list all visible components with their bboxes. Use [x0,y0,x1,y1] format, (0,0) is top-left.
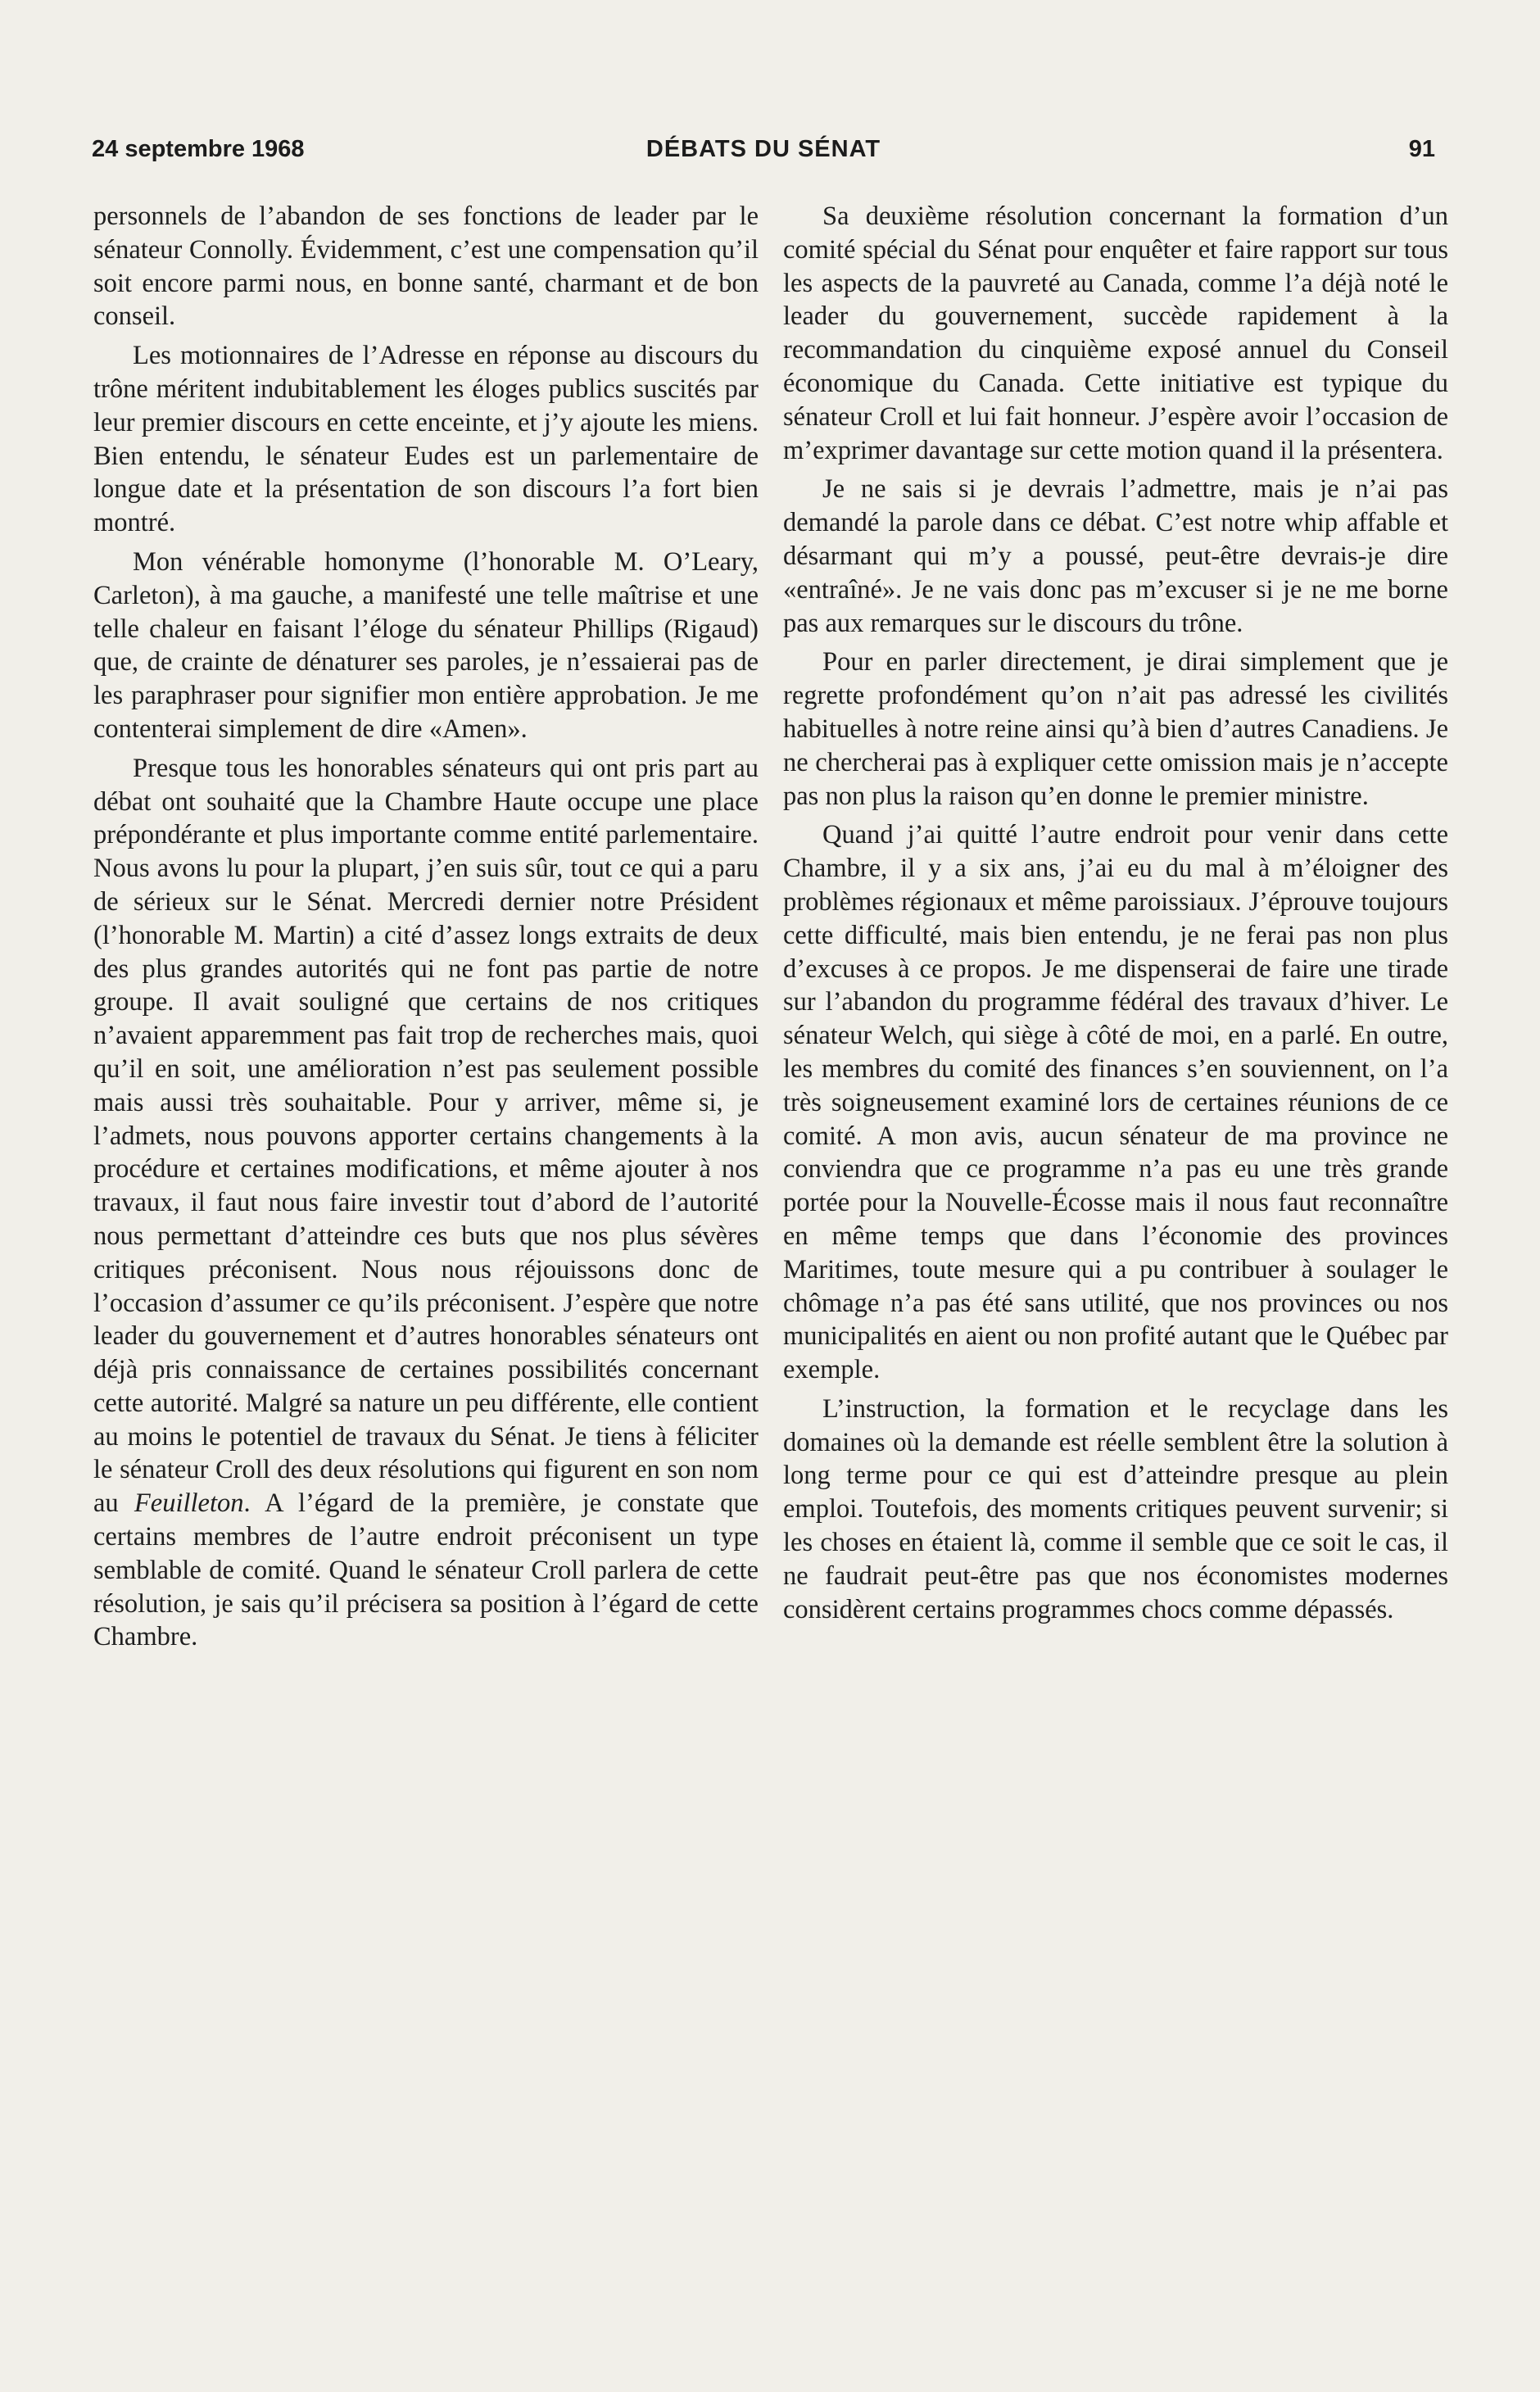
paragraph: Pour en parler directement, je dirai simplement que je regrette profondément qu’on n’ait pas adressé les civilités habituelles à notre reine ainsi qu’à bien d’autres Canadiens. Je ne chercherai pas à expliquer cette omission mais je n’accepte pas non plus la raison qu’en donne le premier ministre. [783,647,1448,811]
paragraph: Sa deuxième résolution concernant la formation d’un comité spécial du Sénat pour enquêter et faire rapport sur tous les aspects de la pauvreté au Canada, comme l’a déjà noté le leader du gouvernement, succède rapidement à la recommandation du cinquième exposé annuel du Conseil économique du Canada. Cette initiative est typique du sénateur Croll et lui fait honneur. J’espère avoir l’occasion de m’exprimer davantage sur cette motion quand il la présentera. [783,202,1448,465]
paragraph: Quand j’ai quitté l’autre endroit pour venir dans cette Chambre, il y a six ans, j’ai eu du mal à m’éloigner des problèmes régionaux et même paroissiaux. J’éprouve toujours cette difficulté, mais bien entendu, je ne ferai pas non plus d’excuses à ce propos. Je me dispenserai de faire une tirade sur l’abandon du programme fédéral des travaux d’hiver. Le sénateur Welch, qui siège à côté de moi, en a parlé. En outre, les membres du comité des finances s’en souviennent, on l’a très soigneusement examiné lors de certaines réunions de ce comité. A mon avis, aucun sénateur de ma province ne conviendra que ce programme n’a pas eu une très grande portée pour la Nouvelle-Écosse mais il nous faut reconnaître en même temps que dans l’économie des provinces Maritimes, toute mesure qui a pu contribuer à soulager le chômage n’a pas été sans utilité, que nos provinces ou nos municipalités en aient ou non profité autant que le Québec par exemple. [783,820,1448,1385]
page-header [92,136,1435,172]
header-date: 24 septembre 1968 [92,136,305,162]
paragraph: personnels de l’abandon de ses fonctions de leader par le sénateur Connolly. Évidemment, c’est une compensation qu’il soit encore parmi nous, en bonne santé, charmant et de bon conseil. [93,202,759,332]
paragraph-text: Presque tous les honorables sénateurs qui ont pris part au débat ont souhaité que la Chambre Haute occupe une place prépondérante et plus importante comme entité parlementaire. Nous avons lu pour la plupart, j’en suis sûr, tout ce qui a paru de sérieux sur le Sénat. Mercredi dernier notre Président (l’honorable M. Martin) a cité d’assez longs extraits de deux des plus grandes autorités qui ne font pas partie de notre groupe. Il avait souligné que certains de nos critiques n’avaient apparemment pas fait trop de recherches mais, quoi qu’il en soit, une amélioration n’est pas seulement possible mais aussi très souhaitable. Pour y arriver, même si, je l’admets, nous pouvons apporter certains changements à la procédure et certaines modifications, et même ajouter à nos travaux, il faut nous faire investir tout d’abord de l’autorité nous permettant d’atteindre ces buts que nos plus sévères critiques préconisent. Nous nous réjouissons donc de l’occasion d’assumer ce qu’ils préconisent. J’espère que notre leader du gouvernement et d’autres honorables sénateurs ont déjà pris connaissance de certaines possibilités concernant cette autorité. Malgré sa nature un peu différente, elle contient au moins le potentiel de travaux du Sénat. Je tiens à féliciter le sénateur Croll des deux résolutions qui figurent en son nom au [93,753,759,1519]
paragraph: L’instruction, la formation et le recyclage dans les domaines où la demande est réelle semblent être la solution à long terme pour ce qui est d’atteindre presque au plein emploi. Toutefois, des moments critiques peuvent survenir; si les choses en étaient là, comme il semble que ce soit le cas, il ne faudrait peut-être pas que nos économistes modernes considèrent certains programmes chocs comme dépassés. [783,1393,1448,1624]
paragraph [93,752,759,1655]
paragraph: Mon vénérable homonyme (l’honorable M. O’Leary, Carleton), à ma gauche, a manifesté une telle maîtrise et une telle chaleur en faisant l’éloge du sénateur Phillips (Rigaud) que, de crainte de dénaturer ses paroles, je n’essaierai pas de les paraphraser pour signifier mon entière approbation. Je me contenterai simplement de dire «Amen». [93,546,759,744]
paragraph: Les motionnaires de l’Adresse en réponse au discours du trône méritent indubitablement les éloges publics suscités par leur premier discours en cette enceinte, et j’y ajoute les miens. Bien entendu, le sénateur Eudes est un parlementaire de longue date et la présentation de son discours l’a fort bien montré. [93,341,759,538]
right-column [783,200,1448,1632]
paragraph-text: . A l’égard de la première, je constate que certains membres de l’autre endroit préconisent un type semblable de comité. Quand le sénateur Croll parlera de cette résolution, je sais qu’il précisera sa position à l’égard de cette Chambre. [93,1488,759,1652]
paragraph: Je ne sais si je devrais l’admettre, mais je n’ai pas demandé la parole dans ce débat. C’est notre whip affable et désarmant qui m’y a poussé, peut-être devrais-je dire «entraîné». Je ne vais donc pas m’excuser si je ne me borne pas aux remarques sur le discours du trône. [783,474,1448,638]
page-number: 91 [1408,136,1435,162]
italic-title: Feuilleton [134,1488,244,1519]
header-title: DÉBATS DU SÉNAT [645,136,881,162]
left-column [93,200,759,1660]
